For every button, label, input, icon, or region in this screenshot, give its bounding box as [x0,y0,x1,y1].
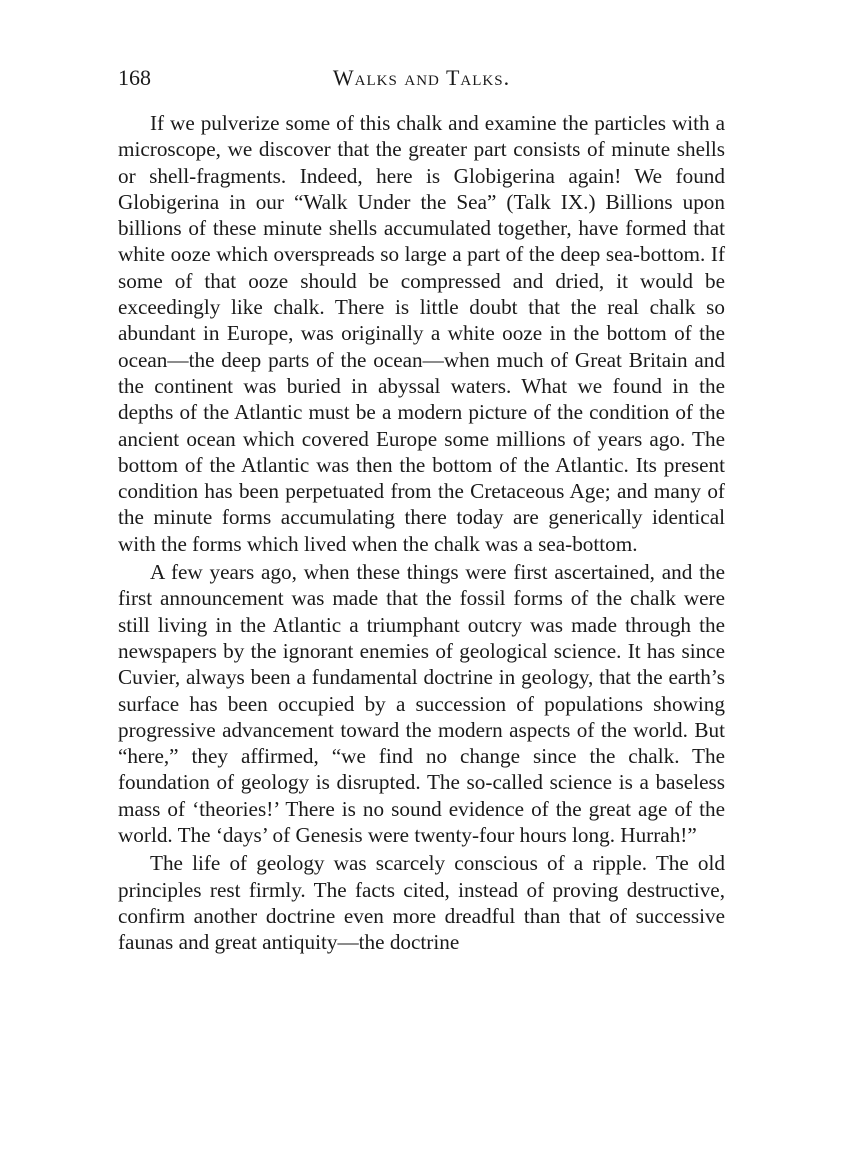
body-text [118,110,725,956]
running-head [118,58,725,98]
running-title: Walks and Talks. [332,65,511,90]
paragraph: A few years ago, when these things were first ascertained, and the first announcement was made that the fossil forms of the chalk were still living in the Atlantic a triumphant outcry was made through the newspapers by the ignorant enemies of geological science. It has since Cuvier, always been a fundamental doctrine in geology, that the earth’s surface has been occupied by a succession of populations showing progressive advancement toward the modern aspects of the world. But “here,” they affirmed, “we find no change since the chalk. The foundation of geology is disrupted. The so-called science is a baseless mass of ‘theories!’ There is no sound evidence of the great age of the world. The ‘days’ of Genesis were twenty-four hours long. Hurrah!” [118,560,725,848]
paragraph: The life of geology was scarcely conscious of a ripple. The old principles rest firmly. The facts cited, instead of proving destructive, confirm another doctrine even more dreadful than that of successive faunas and great antiquity—the doctrine [118,851,725,955]
paragraph: If we pulverize some of this chalk and examine the particles with a microscope, we discover that the greater part consists of minute shells or shell-fragments. Indeed, here is Globigerina again! We found Globigerina in our “Walk Under the Sea” (Talk IX.) Billions upon billions of these minute shells accumulated together, have formed that white ooze which overspreads so large a part of the deep sea-bottom. If some of that ooze should be compressed and dried, it would be exceedingly like chalk. There is little doubt that the real chalk so abundant in Europe, was originally a white ooze in the bottom of the ocean—the deep parts of the ocean—when much of Great Britain and the continent was buried in abyssal waters. What we found in the depths of the Atlantic must be a modern picture of the condition of the ancient ocean which covered Europe some millions of years ago. The bottom of the Atlantic was then the bottom of the Atlantic. Its present condition has been perpetuated from the Cretaceous Age; and many of the minute forms accumulating there today are generically identical with the forms which lived when the chalk was a sea-bottom. [118,111,725,556]
book-page [118,58,725,956]
page-number: 168 [118,65,151,90]
